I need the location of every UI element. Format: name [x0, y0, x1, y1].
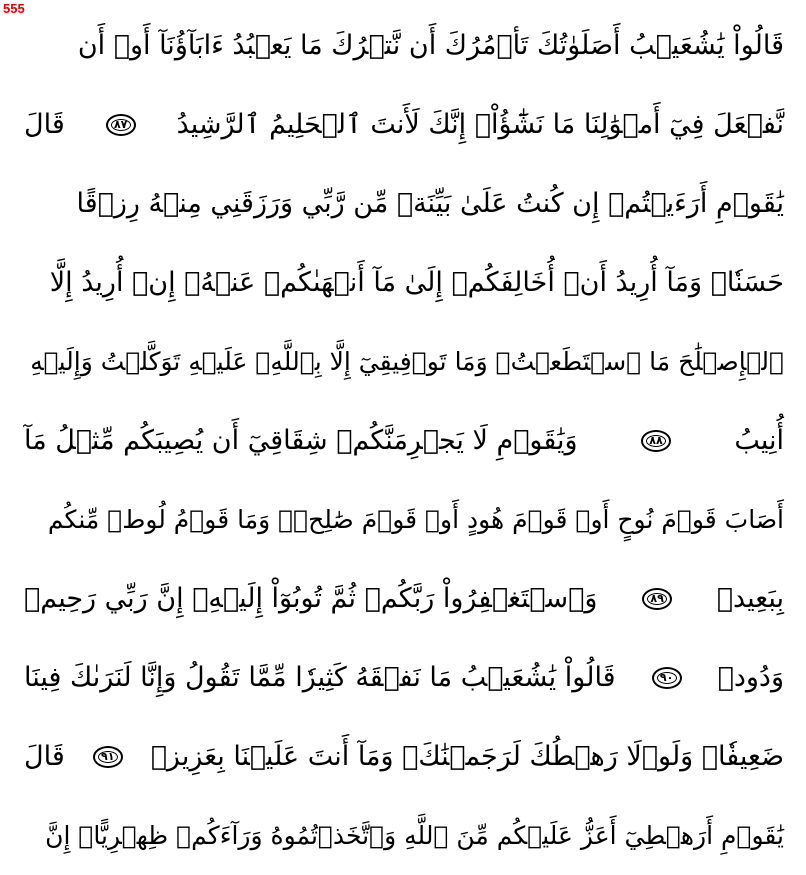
- text-line: [24, 796, 784, 875]
- verse-text: وَدُودٞ: [717, 662, 784, 693]
- text-line: [24, 559, 784, 638]
- page-number: 555: [3, 1, 25, 16]
- ayah-number: ٨٧: [113, 118, 128, 131]
- verse-text: قَالُواْ يَٰشُعَيۡبُ مَا نَفۡقَهُ كَثِيرٗا مِّمَّا تَقُولُ وَإِنَّا لَنَرَىٰكَ فِينَا: [24, 662, 616, 693]
- text-line: [24, 401, 784, 480]
- text-line: [24, 717, 784, 796]
- verse-text: قَالَ: [24, 741, 65, 772]
- text-line: [24, 85, 784, 164]
- verse-text: قَالُواْ يَٰشُعَيۡبُ أَصَلَوٰتُكَ تَأۡمُرُكَ أَن نَّتۡرُكَ مَا يَعۡبُدُ ءَابَآؤُنَآ أَوۡ أَن: [77, 30, 784, 61]
- text-line: [24, 243, 784, 322]
- ayah-number: ٩٠: [659, 671, 674, 684]
- ayah-end-marker-icon: [93, 746, 123, 768]
- verse-text: أُنِيبُ: [734, 425, 784, 456]
- quran-text-block: [24, 6, 784, 875]
- verse-text: ضَعِيفٗاۖ وَلَوۡلَا رَهۡطُكَ لَرَجَمۡنَٰكَۖ وَمَآ أَنتَ عَلَيۡنَا بِعَزِيزٖ: [150, 741, 784, 772]
- verse-text: وَيَٰقَوۡمِ لَا يَجۡرِمَنَّكُمۡ شِقَاقِيٓ أَن يُصِيبَكُم مِّثۡلُ مَآ: [24, 425, 578, 456]
- verse-text: وَٱسۡتَغۡفِرُواْ رَبَّكُمۡ ثُمَّ تُوبُوٓاْ إِلَيۡهِۚ إِنَّ رَبِّي رَحِيمٞ: [24, 583, 598, 614]
- ayah-end-marker-icon: [641, 430, 671, 452]
- verse-text: ٱلۡإِصۡلَٰحَ مَا ٱسۡتَطَعۡتُۚ وَمَا تَوۡفِيقِيٓ إِلَّا بِٱللَّهِۚ عَلَيۡهِ تَوَكَّلۡتُ وَإِلَيۡهِ: [30, 347, 784, 376]
- text-line: [24, 164, 784, 243]
- text-line: [24, 480, 784, 559]
- ayah-end-marker-icon: [652, 667, 682, 689]
- ayah-end-marker-icon: [106, 114, 136, 136]
- ayah-number: ٨٩: [650, 592, 664, 605]
- verse-text: أَصَابَ قَوۡمَ نُوحٍ أَوۡ قَوۡمَ هُودٍ أَوۡ قَوۡمَ صَٰلِحٖۚ وَمَا قَوۡمُ لُوطٖ مِّنكُم: [47, 505, 784, 534]
- verse-text: يَٰقَوۡمِ أَرَهۡطِيٓ أَعَزُّ عَلَيۡكُم مِّنَ ٱللَّهِ وَٱتَّخَذۡتُمُوهُ وَرَآءَكُمۡ ظِهۡرِيًّاۖ إِنَّ: [45, 821, 784, 850]
- verse-text: حَسَنٗاۚ وَمَآ أُرِيدُ أَنۡ أُخَالِفَكُمۡ إِلَىٰ مَآ أَنۡهَىٰكُمۡ عَنۡهُۚ إِنۡ أُرِيدُ إِلَّا: [49, 267, 784, 298]
- verse-text: يَٰقَوۡمِ أَرَءَيۡتُمۡ إِن كُنتُ عَلَىٰ بَيِّنَةٖ مِّن رَّبِّي وَرَزَقَنِي مِنۡهُ رِزۡقًا: [76, 188, 784, 219]
- ayah-number: ٨٨: [649, 434, 663, 447]
- verse-text: نَّفۡعَلَ فِيٓ أَمۡوَٰلِنَا مَا نَشَٰٓؤُاْۖ إِنَّكَ لَأَنتَ ٱلۡحَلِيمُ ٱلرَّشِيدُ: [176, 109, 784, 140]
- verse-text: قَالَ: [24, 109, 65, 140]
- text-line: [24, 322, 784, 401]
- ayah-end-marker-icon: [642, 588, 672, 610]
- ayah-number: ٩١: [101, 750, 115, 763]
- verse-text: بِبَعِيدٖ: [716, 583, 784, 614]
- text-line: [24, 638, 784, 717]
- text-line: [24, 6, 784, 85]
